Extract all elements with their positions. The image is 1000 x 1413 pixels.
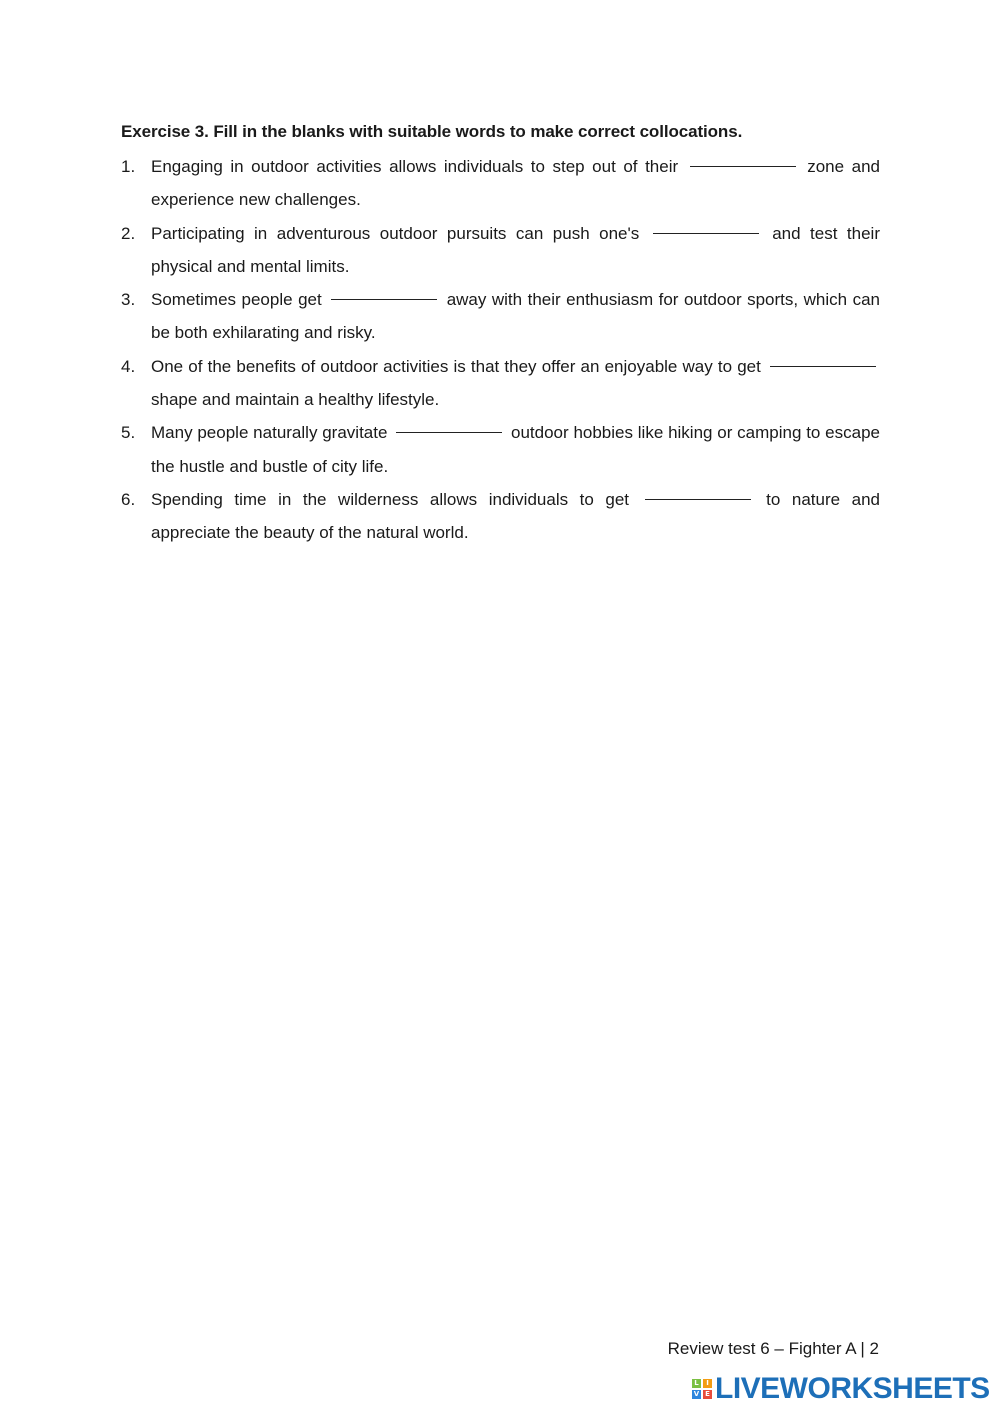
exercise-item-3 (121, 283, 880, 350)
item-text-after: outdoor hobbies like hiking or camping to escape the hustle and bustle of city life. (151, 423, 880, 476)
answer-blank-3[interactable] (331, 298, 437, 300)
item-text-before: Engaging in outdoor activities allows individuals to step out of their (151, 157, 686, 176)
item-text-after: and test their physical and mental limits. (151, 223, 880, 276)
logo-mark-letter: V (693, 1390, 700, 1398)
logo-mark-letter: E (703, 1390, 712, 1399)
exercise-item-5 (121, 416, 880, 483)
item-text-before: Spending time in the wilderness allows individuals to get (151, 489, 641, 509)
item-text-before: Many people naturally gravitate (151, 423, 393, 443)
item-text-before: Sometimes people get (151, 290, 328, 310)
item-number: 4. (121, 356, 136, 376)
answer-blank-4[interactable] (770, 365, 876, 367)
item-number: 6. (121, 489, 136, 509)
exercise-item-4 (121, 350, 880, 417)
item-number: 5. (121, 423, 136, 443)
item-number: 2. (121, 223, 136, 243)
item-text (151, 283, 880, 350)
item-number: 3. (121, 290, 136, 310)
logo-text: LIVEWORKSHEETS (715, 1372, 990, 1405)
item-number: 1. (121, 157, 136, 176)
answer-blank-1[interactable] (690, 165, 796, 167)
answer-blank-2[interactable] (653, 232, 759, 234)
exercise-list (121, 150, 880, 550)
logo-mark-icon (692, 1379, 712, 1399)
exercise-item-2 (121, 217, 880, 284)
exercise-heading: Exercise 3. Fill in the blanks with suitable words to make correct collocations. (121, 122, 743, 141)
exercise-item-1 (121, 150, 880, 217)
item-text-after: zone and experience new challenges. (151, 157, 880, 210)
item-text (151, 150, 880, 217)
item-text (151, 416, 880, 483)
item-text-before: One of the benefits of outdoor activities is that they offer an enjoyable way to get (151, 356, 766, 376)
exercise-item-6 (121, 483, 880, 550)
logo-mark-letter: L (692, 1379, 701, 1388)
answer-blank-6[interactable] (645, 498, 751, 500)
answer-blank-5[interactable] (396, 431, 502, 433)
logo-mark-letter: I (703, 1379, 712, 1388)
item-text-after: away with their enthusiasm for outdoor sports, which can be both exhilarating and risky. (151, 290, 880, 343)
item-text (151, 217, 880, 284)
item-text-after: shape and maintain a healthy lifestyle. (151, 390, 440, 410)
liveworksheets-logo (692, 1374, 990, 1404)
item-text (151, 483, 880, 550)
item-text-before: Participating in adventurous outdoor pursuits can push one's (151, 223, 649, 243)
item-text-after: to nature and appreciate the beauty of the natural world. (151, 489, 880, 543)
item-text (151, 350, 880, 417)
page-footer: Review test 6 – Fighter A | 2 (667, 1339, 879, 1358)
